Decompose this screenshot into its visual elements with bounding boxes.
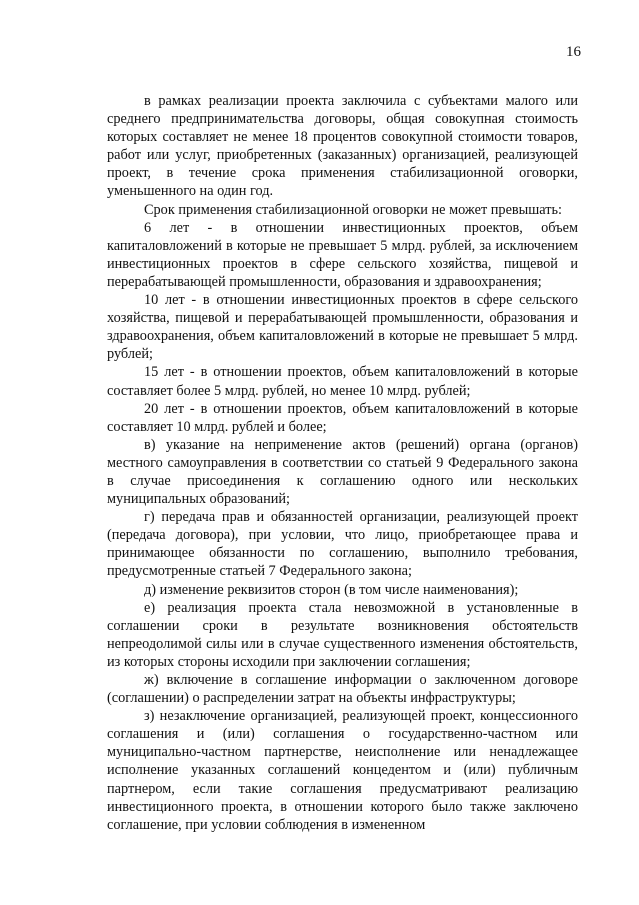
- document-body: [107, 92, 578, 834]
- paragraph-4: 10 лет - в отношении инвестиционных проектов в сфере сельского хозяйства, пищевой и перерабатывающей промышленности, образования и здравоохранения, объем капиталовложений в которые не превышает 5 млрд. рублей;: [107, 292, 578, 363]
- paragraph-9: д) изменение реквизитов сторон (в том числе наименования);: [144, 581, 519, 598]
- paragraph-8: г) передача прав и обязанностей организации, реализующей проект (передача договора), при условии, что лицо, приобретающее права и принимающее обязанности по соглашению, выполнило требования, предусмотренные статьей 7 Федерального закона;: [107, 509, 578, 580]
- paragraph-11: ж) включение в соглашение информации о заключенном договоре (соглашении) о распределении затрат на объекты инфраструктуры;: [107, 672, 578, 707]
- page-number: 16: [566, 44, 581, 60]
- paragraph-2: Срок применения стабилизационной оговорки не может превышать:: [144, 201, 563, 218]
- paragraph-3: 6 лет - в отношении инвестиционных проектов, объем капиталовложений в которые не превышает 5 млрд. рублей, за исключением инвестиционных проектов в сфере сельского хозяйства, пищевой и перерабатывающей промышленности, образования и здравоохранения;: [107, 219, 578, 290]
- paragraph-1: в рамках реализации проекта заключила с субъектами малого или среднего предпринимательства договоры, общая совокупная стоимость которых составляет не менее 18 процентов совокупной стоимости товаров, работ или услуг, приобретенных (заказанных) организацией, реализующей проект, в течение срока применения стабилизационной оговорки, уменьшенного на один год.: [107, 93, 578, 200]
- paragraph-10: е) реализация проекта стала невозможной в установленные в соглашении сроки в результате возникновения обстоятельств непреодолимой силы или в случае существенного изменения обстоятельств, из которых стороны исходили при заключении соглашения;: [107, 599, 578, 670]
- paragraph-12: з) незаключение организацией, реализующей проект, концессионного соглашения и (или) соглашения о государственно-частном или муниципально-частном партнерстве, неисполнение или ненадлежащее исполнение указанных соглашений концедентом и (или) публичным партнером, если такие соглашения предусматривают реализацию инвестиционного проекта, в отношении которого было также заключено соглашение, при условии соблюдения в измененном: [107, 708, 578, 833]
- paragraph-7: в) указание на неприменение актов (решений) органа (органов) местного самоуправления в соответствии со статьей 9 Федерального закона в случае присоединения к соглашению одного или нескольких муниципальных образований;: [107, 436, 578, 508]
- paragraph-6: 20 лет - в отношении проектов, объем капиталовложений в которые составляет 10 млрд. рублей и более;: [107, 400, 578, 435]
- paragraph-5: 15 лет - в отношении проектов, объем капиталовложений в которые составляет более 5 млрд. рублей, но менее 10 млрд. рублей;: [107, 364, 578, 399]
